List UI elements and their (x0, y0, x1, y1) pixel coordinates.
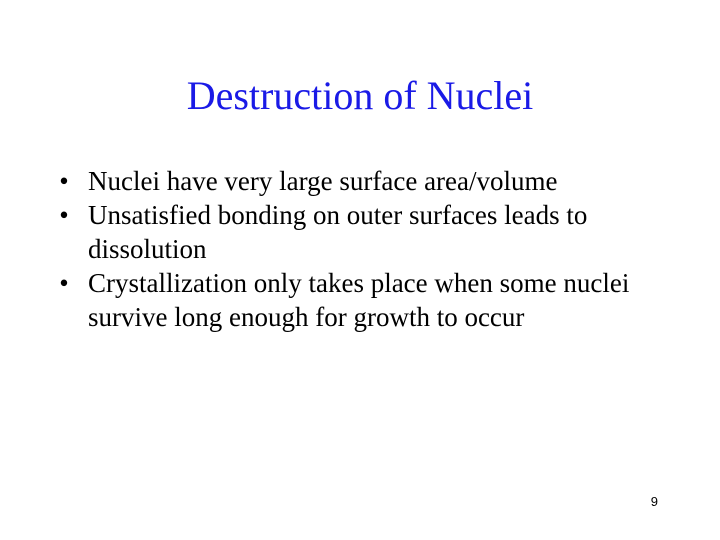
page-number: 9 (650, 494, 658, 509)
bullet-icon: • (59, 166, 69, 196)
bullet-item (52, 266, 662, 334)
bullet-icon: • (59, 268, 69, 298)
bullet-text: Unsatisfied bonding on outer surfaces leads to dissolution (88, 200, 588, 264)
bullet-item (52, 198, 662, 266)
bullet-text: Crystallization only takes place when some nuclei survive long enough for growth to occur (88, 268, 630, 332)
slide-title: Destruction of Nuclei (186, 73, 534, 118)
bullet-list (52, 164, 662, 334)
bullet-item (52, 164, 662, 198)
bullet-icon: • (59, 200, 69, 230)
bullet-text: Nuclei have very large surface area/volume (88, 166, 558, 196)
